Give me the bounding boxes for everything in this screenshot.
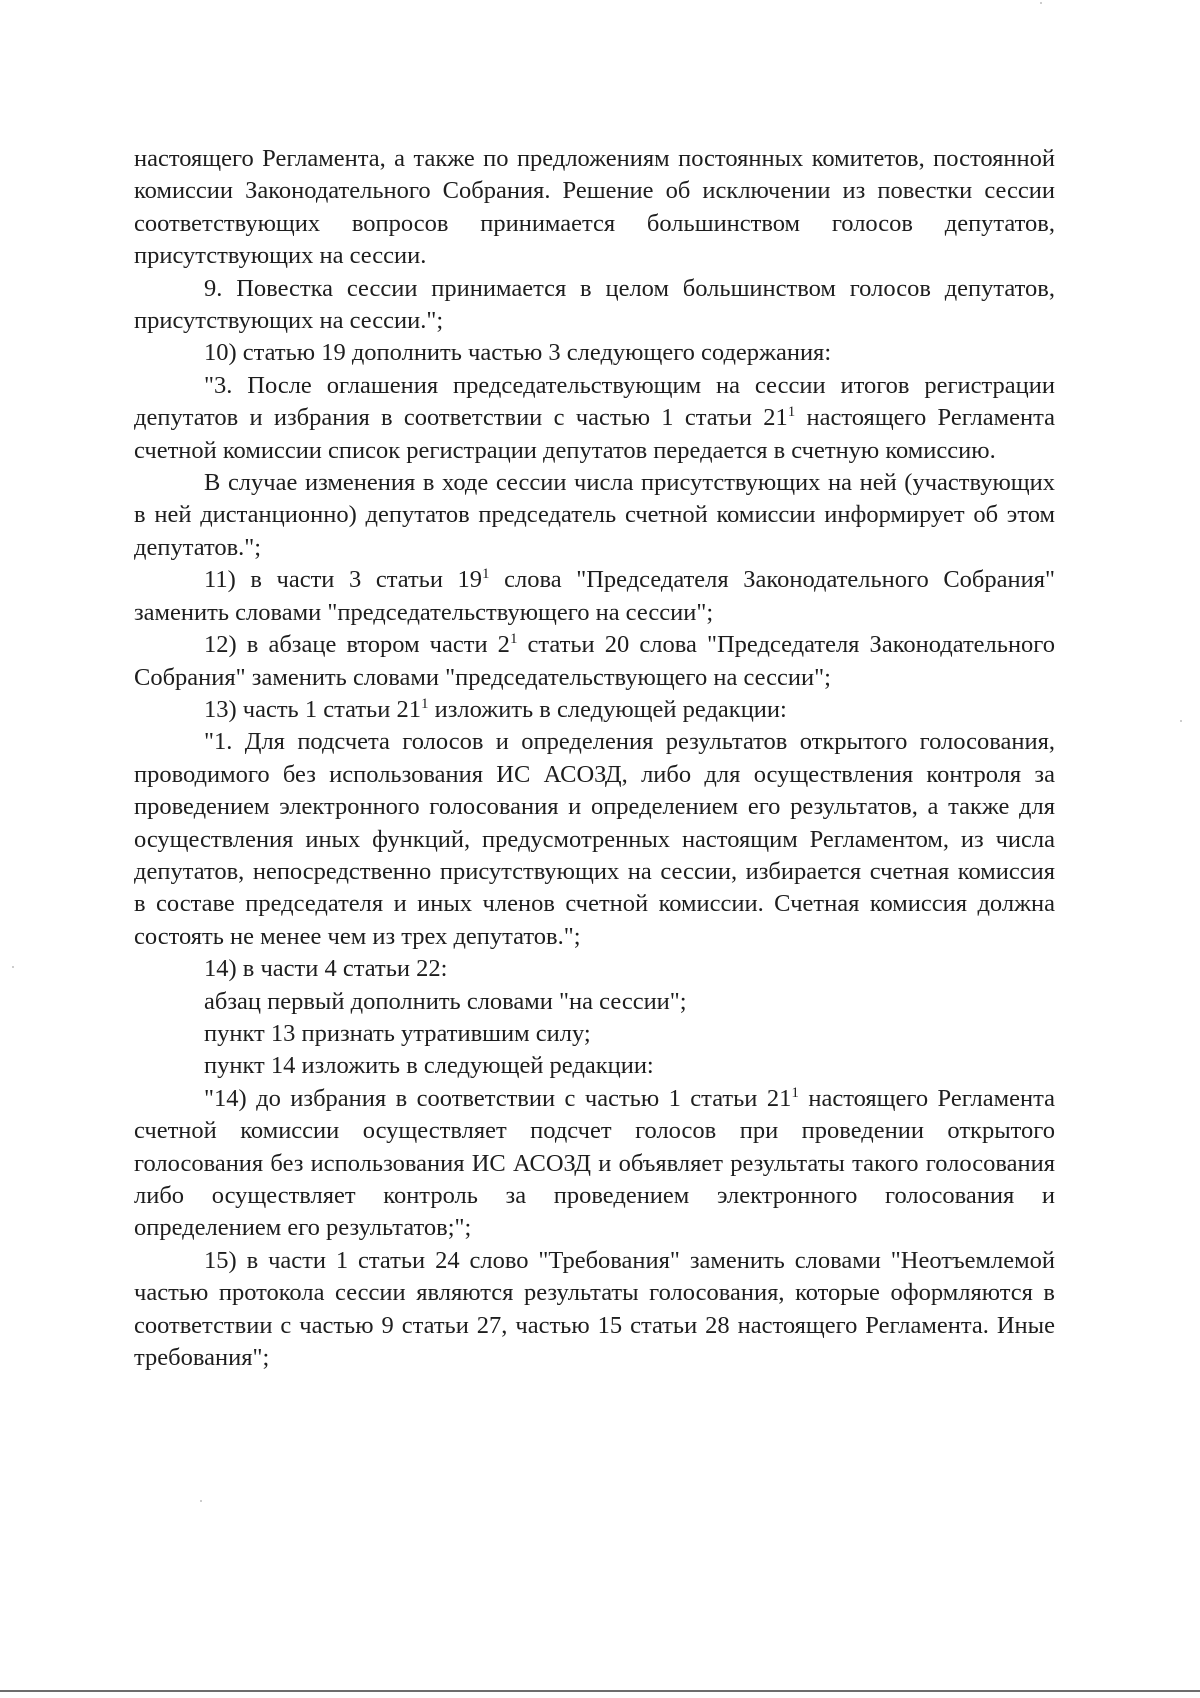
superscript-index: 1 [482, 566, 490, 583]
scan-speck [1180, 720, 1182, 722]
paragraph-item-10 [134, 337, 1055, 369]
paragraph-text: настоящего Регламента счетной комиссии список регистрации депутатов передается в счетную комиссию. [134, 404, 1055, 464]
paragraph-text: 14) в части 4 статьи 22: [204, 955, 448, 983]
paragraph-item-11 [134, 564, 1055, 629]
paragraph-subitem-first-abzac [134, 986, 1055, 1018]
paragraph-text: настоящего Регламента, а также по предложениям постоянных комитетов, постоянной комиссии Законодательного Собрания. Решение об исключении из повестки сессии соответствующих вопросов принимается большинством голосов депутатов, присутствующих на сессии. [134, 145, 1055, 270]
paragraph-text: слова "Председателя Законодательного Собрания" заменить словами "председательствующего на сессии"; [134, 566, 1055, 626]
paragraph-text: абзац первый дополнить словами "на сессии"; [204, 987, 687, 1015]
paragraph-item-13 [134, 694, 1055, 726]
superscript-index: 1 [787, 404, 796, 421]
paragraph-continuation [134, 143, 1055, 273]
paragraph-subitem-point-14 [134, 1050, 1055, 1082]
scan-speck [200, 1500, 202, 1502]
paragraph-text: изложить в следующей редакции: [428, 695, 787, 723]
paragraph-text: 9. Повестка сессии принимается в целом большинством голосов депутатов, присутствующих на сессии."; [134, 274, 1055, 335]
paragraph-item-9 [134, 273, 1055, 338]
paragraph-text: "1. Для подсчета голосов и определения результатов открытого голосования, проводимого без использования ИС АСОЗД, либо для осуществления контроля за проведением электронного голосования и определением его результатов, а также для осуществления иных функций, предусмотренных настоящим Регламентом, из числа депутатов, непосредственно присутствующих на сессии, избирается счетная комиссия в составе председателя и иных членов счетной комиссии. Счетная комиссия должна состоять не менее чем из трех депутатов."; [134, 728, 1055, 950]
document-body [134, 143, 1055, 1374]
paragraph-item-15 [134, 1245, 1055, 1375]
paragraph-text: 11) в части 3 статьи 19 [204, 566, 483, 594]
paragraph-subitem-point-13 [134, 1018, 1055, 1050]
paragraph-item-14 [134, 953, 1055, 985]
scan-speck [1040, 2, 1042, 4]
scan-bottom-edge-line [0, 1690, 1200, 1692]
paragraph-item-12 [134, 629, 1055, 694]
paragraph-text: 10) статью 19 дополнить частью 3 следующего содержания: [204, 339, 832, 367]
paragraph-text: 15) в части 1 статьи 24 слово "Требования" заменить словами "Неотъемлемой частью протокола сессии являются результаты голосования, которые оформляются в соответствии с частью 9 статьи 27, частью 15 статьи 28 настоящего Регламента. Иные требования"; [134, 1246, 1055, 1372]
paragraph-text: настоящего Регламента счетной комиссии осуществляет подсчет голосов при проведении открытого голосования без использования ИС АСОЗД и объявляет результаты такого голосования либо осуществляет контроль за проведением электронного голосования и определением его результатов;"; [134, 1084, 1055, 1242]
superscript-index: 1 [791, 1084, 799, 1101]
paragraph-text: пункт 13 признать утратившим силу; [204, 1019, 591, 1047]
paragraph-quote-point-14 [134, 1083, 1055, 1245]
paragraph-text: 13) часть 1 статьи 21 [204, 695, 421, 723]
superscript-index: 1 [509, 631, 518, 648]
paragraph-text: "14) до избрания в соответствии с частью 1 статьи 21 [204, 1084, 792, 1112]
paragraph-text: пункт 14 изложить в следующей редакции: [204, 1052, 654, 1080]
paragraph-text: статьи 20 слова "Председателя Законодательного Собрания" заменить словами "председательствующего на сессии"; [134, 631, 1055, 691]
superscript-index: 1 [420, 695, 429, 712]
paragraph-text: 12) в абзаце втором части 2 [204, 631, 510, 659]
paragraph-quote-part-1 [134, 726, 1055, 953]
paragraph-text: "3. После оглашения председательствующим на сессии итогов регистрации депутатов и избрания в соответствии с частью 1 статьи 21 [134, 371, 1055, 432]
paragraph-quote-continuation [134, 467, 1055, 564]
paragraph-text: В случае изменения в ходе сессии числа присутствующих на ней (участвующих в ней дистанционно) депутатов председатель счетной комиссии информирует об этом депутатов."; [134, 469, 1055, 561]
scan-speck [12, 966, 14, 968]
paragraph-quote-part-3 [134, 370, 1055, 467]
